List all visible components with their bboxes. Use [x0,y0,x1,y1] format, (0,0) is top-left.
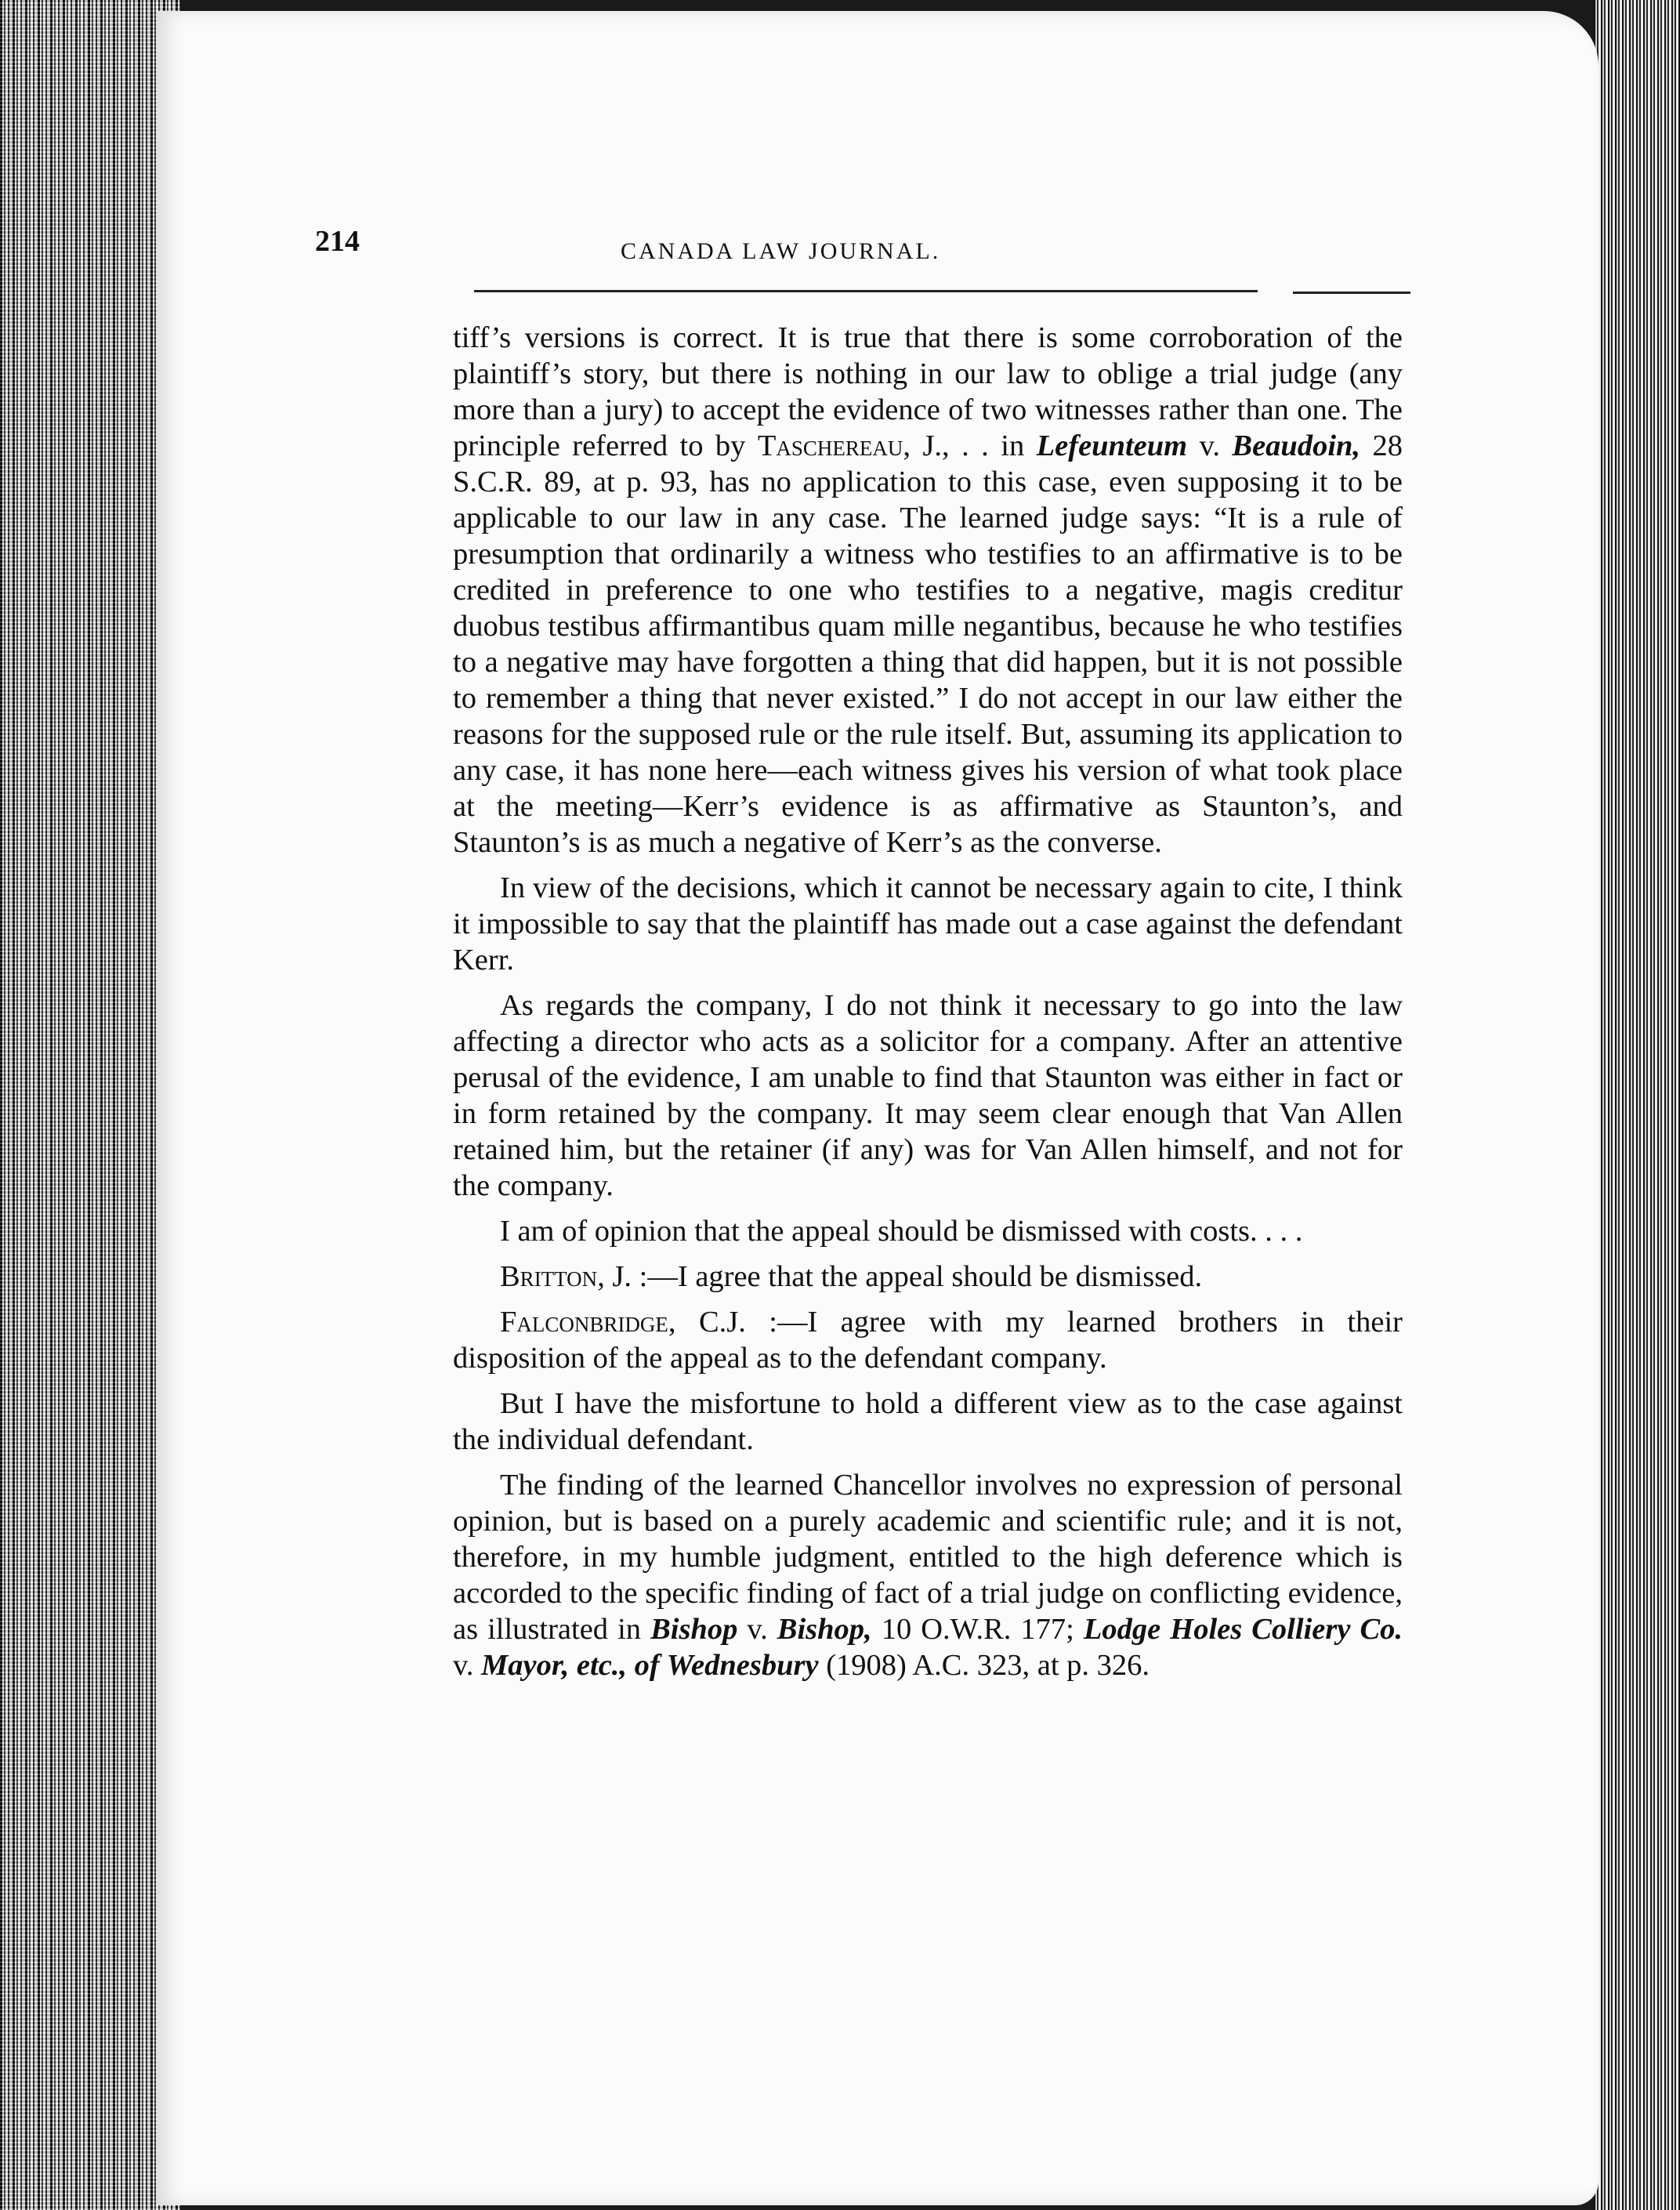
text-run: , J., . . in [903,429,1037,462]
paragraph [453,1467,1403,1683]
paragraph [453,987,1403,1204]
text-run: As regards the company, I do not think it necessary to go into the law affecting a director who acts as a solicitor for a company. After an attentive perusal of the evidence, I am unable to find that Staunton was either in fact or in form retained by the company. It may seem clear enough that Van Allen retained him, but the retainer (if any) was for Van Allen himself, and not for the company. [453,989,1403,1202]
judge-name: Britton [500,1260,598,1293]
journal-title: CANADA LAW JOURNAL. [621,238,941,264]
text-run: v. [453,1649,481,1682]
judge-name: Falconbridge [500,1306,668,1339]
paragraph [453,320,1403,860]
case-name: Lodge Holes Colliery Co. [1083,1613,1403,1646]
case-name: Mayor, etc., of Wednesbury [481,1649,819,1682]
paragraph [453,1304,1403,1376]
text-run: In view of the decisions, which it cannot be necessary again to cite, I think it impossible to say that the plaintiff has made out a case against the defendant Kerr. [453,871,1403,976]
text-run: , C.J. :—I agree with my learned brothers in their disposition of the appeal as to the defendant company. [453,1306,1403,1375]
paragraph [453,1386,1403,1458]
text-run: The finding of the learned Chancellor involves no expression of personal opinion, but is based on a purely academic and scientific rule; and it is not, therefore, in my humble judgment, entitled to the high deference which is accorded to the specific finding of fact of a trial judge on conflicting evidence, as illustrated in [453,1469,1403,1646]
paragraph [453,870,1403,978]
text-run: 10 O.W.R. 177; [871,1613,1084,1646]
judge-name: Taschereau [757,429,903,462]
text-run: , J. :—I agree that the appeal should be dismissed. [597,1260,1203,1293]
header-rule-short [1293,292,1410,294]
page-edge [1594,0,1680,2210]
paragraph [453,1213,1403,1249]
text-run: 28 S.C.R. 89, at p. 93, has no application to this case, even supposing it to be applicable to our law in any case. The learned judge says: “It is a rule of presumption that ordinarily a witness who testifies to an affirmative is to be credited in preference to one who testifies to a negative, magis creditur duobus testibus affirmantibus quam mille negantibus, because he who testifies to a negative may have forgotten a thing that did happen, but it is not possible to remember a thing that never existed.” I do not accept in our law either the reasons for the supposed rule or the rule itself. But, assuming its application to any case, it has none here—each witness gives his version of what took place at the meeting—Kerr’s evidence is as affirmative as Staunton’s, and Staunton’s is as much a negative of Kerr’s as the converse. [453,429,1403,859]
header-rule [474,290,1258,292]
text-run: But I have the misfortune to hold a different view as to the case against the individual defendant. [453,1387,1403,1456]
case-name: Bishop, [777,1613,872,1646]
case-name: Bishop [650,1613,738,1646]
case-name: Beaudoin, [1232,429,1361,462]
text-run: I am of opinion that the appeal should be dismissed with costs. . . . [500,1215,1303,1248]
page-number: 214 [315,225,360,258]
paragraph [453,1259,1403,1295]
body-text [453,320,1403,1693]
book-binding [0,0,180,2210]
page-header [315,219,1412,266]
text-run: (1908) A.C. 323, at p. 326. [818,1649,1150,1682]
text-run: tiff’s versions is correct. It is true that there is some corroboration of the plaintiff’s story, but there is nothing in our law to oblige a trial judge (any more than a jury) to accept the evidence of two witnesses rather than one. The principle referred to by [453,321,1403,462]
text-run: v. [1187,429,1233,462]
case-name: Lefeunteum [1036,429,1188,462]
text-run: v. [737,1613,777,1646]
